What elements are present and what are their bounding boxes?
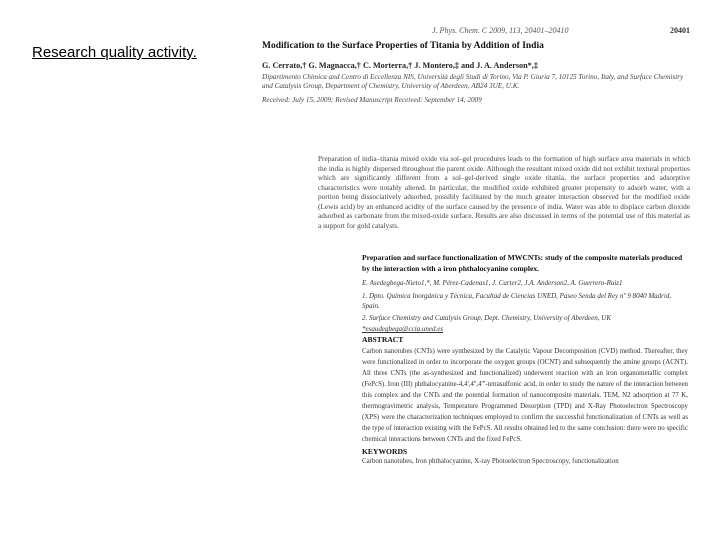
paper-2-authors: E. Asedegbega-Nieto1,*, M. Pérez-Cadenas1, J. Carter2, J.A. Anderson2, A. Guerrero-Ruiz1	[362, 279, 623, 287]
paper-1-journal: J. Phys. Chem. C 2009, 113, 20401–20410	[432, 26, 569, 35]
paper-1	[262, 26, 690, 230]
paper-2-affiliation-2: 2. Surface Chemistry and Catalysis Group, Dept. Chemistry, University of Aberdeen, UK	[362, 314, 611, 322]
paper-1-abstract: Preparation of india–titania mixed oxide via sol–gel procedures leads to the formation of high surface area materials in which the india is highly dispersed throughout the parent oxide. Although the resultant mixed oxide did not exhibit textural properties which are significantly different from a sol–gel-derived single oxide titania, the surface properties and adsorptive characteristics were notably altered. In particular, the modified oxide exhibited greater propensity to adsorb water, with a portion being dissociatively adsorbed, possibly facilitated by the much greater interaction observed for the modified oxide (Lewis acid) by an enhanced acidity of the surface caused by the presence of india. Water was able to displace carbon dioxide adsorbed as carbonate from the mixed-oxide surface. Results are also discussed in terms of the potential use of this material as a support for gold catalysts.	[318, 154, 690, 230]
paper-2-keywords-heading: KEYWORDS	[362, 447, 408, 456]
paper-2-title: Preparation and surface functionalization of MWCNTs: study of the composite materials produced by the interaction with a iron phthalocyanine complex.	[362, 253, 683, 273]
paper-2-affiliation-1: 1. Dpto. Química Inorgánica y Técnica, Facultad de Ciencias UNED, Paseo Senda del Rey nº 9 8040 Madrid, Spain.	[362, 292, 672, 310]
paper-1-authors: G. Cerrato,† G. Magnacca,† C. Morterra,† J. Montero,‡ and J. A. Anderson*,‡	[262, 61, 538, 70]
slide-title: Research quality activity.	[32, 44, 197, 61]
paper-2-affiliations	[362, 291, 688, 323]
paper-2-abstract: Carbon nanotubes (CNTs) were synthesized by the Catalytic Vapour Decomposition (CVD) method. Thereafter, they were functionalized in order to incorporate the oxygen groups (OCNT) and subsequently the amine groups (ACNT). All three CNTs (the as-synthesized and functionalized) underwent reaction with an iron organometallic complex (FePcS). Iron (III) phthalocyanine-4,4',4'',4'''-tetrasulfonic acid, in order to study the nature of the interaction between this complex and the CNTs and the potential formation of nanocomposite materials. TEM, N2 adsorption at 77 K, thermogravimetric analysis, Temperature Programmed Desorption (TPD) and X-Ray Photoelectron Spectroscopy (XPS) were the characterization techniques employed to confirm the successful functionalization of CNTs as well as the type of interaction existing with the FePcS. All results obtained led to the same conclusion: there were no specific chemical interactions between CNTs and the fixed FePcS.	[362, 348, 688, 443]
paper-1-received: Received: July 15, 2009; Revised Manuscript Received: September 14, 2009	[262, 96, 482, 104]
paper-1-header	[432, 26, 690, 35]
paper-1-page-number: 20401	[670, 26, 690, 35]
paper-2-keywords: Carbon nanotubes, Iron phthalocyanine, X-ray Photoelectron Spectroscopy, functionalization	[362, 458, 619, 465]
paper-2-abstract-heading: ABSTRACT	[362, 335, 404, 344]
paper-2-email-link[interactable]: *esaudegbega@ccia.uned.es	[362, 325, 444, 333]
paper-1-affiliation: Dipartimento Chimica and Centro di Eccellenza NIS, Università degli Studi di Torino, Via P. Giuria 7, 10125 Torino, Italy, and Surface Chemistry and Catalysis Group, Department of Chemistry, University of Aberdeen, AB24 3UE, U.K.	[262, 73, 684, 90]
paper-2	[362, 253, 688, 465]
paper-1-title: Modification to the Surface Properties of Titania by Addition of India	[262, 41, 544, 51]
